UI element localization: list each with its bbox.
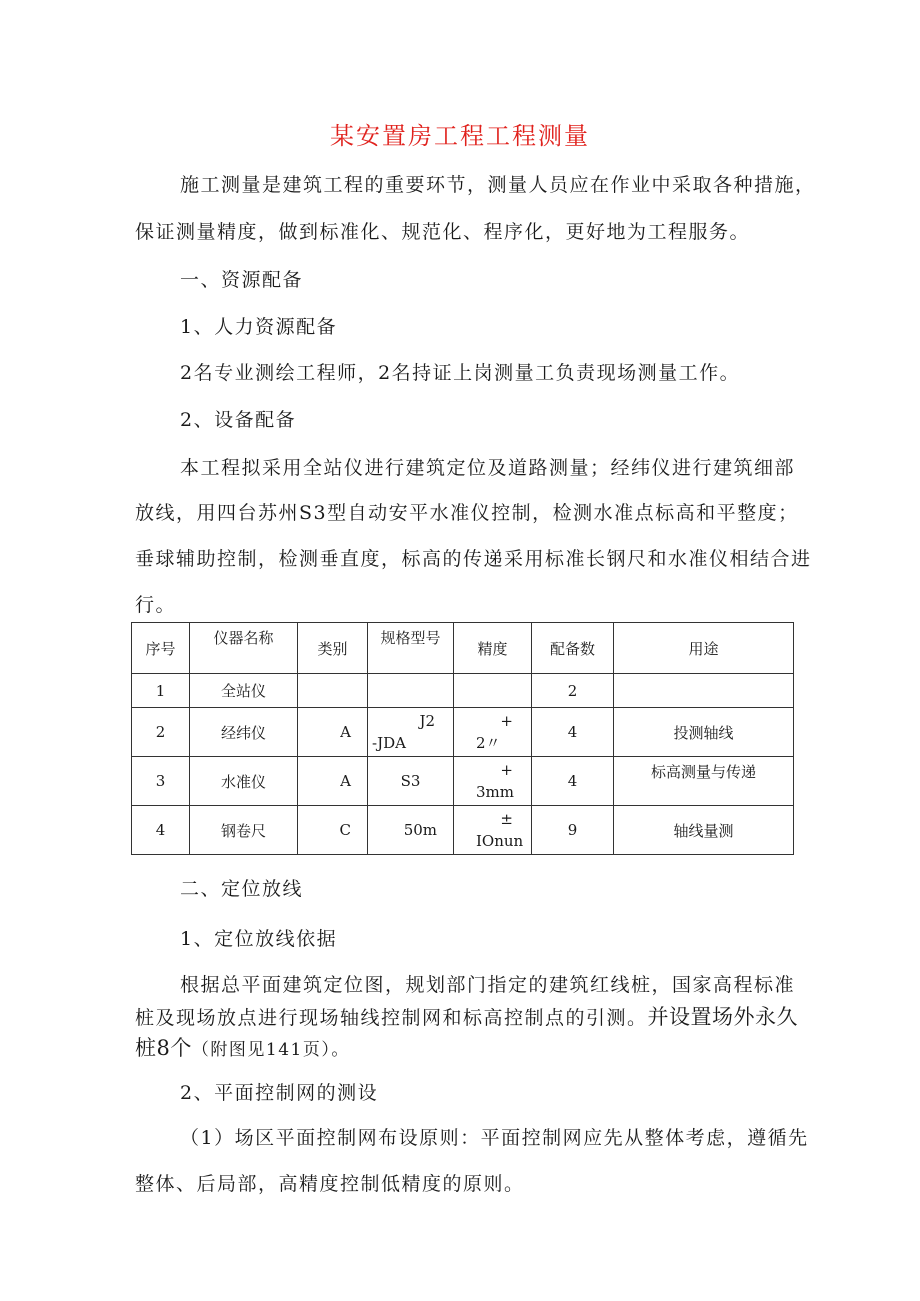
basis-line-1: 根据总平面建筑定位图，规划部门指定的建筑红线桩，国家高程标准 [180,974,796,996]
cell-use [614,674,794,708]
spec-line-a: 50m [403,821,437,839]
cell-name: 水准仪 [190,757,298,806]
cell-no: 2 [132,708,190,757]
cell-no: 3 [132,757,190,806]
cell-class: A [298,757,368,806]
basis-line-3 [135,1032,350,1062]
precision-line-b: 2〃 [476,734,501,752]
section-1-1-heading: 1、人力资源配备 [180,316,338,338]
cell-name: 全站仪 [190,674,298,708]
cell-use: 投测轴线 [614,708,794,757]
instrument-table [131,622,794,855]
equipment-paragraph-line-3: 垂球辅助控制，检测垂直度，标高的传递采用标准长钢尺和水准仪相结合进 [135,548,812,570]
header-cell: 仪器名称 [190,623,298,674]
equipment-paragraph-line-2: 放线，用四台苏州S3型自动安平水准仪控制，检测水准点标高和平整度； [135,502,799,524]
table-header-row [132,623,794,674]
spec-line-a: S3 [400,772,421,790]
cell-no: 1 [132,674,190,708]
precision-line-a: + [500,761,513,779]
document-title: 某安置房工程工程测量 [330,122,590,150]
basis-line-2 [135,1001,798,1031]
precision-line-b: 3mm [476,783,514,801]
section-2-1-heading: 1、定位放线依据 [180,928,338,950]
spec-line-a: J2 [419,712,435,730]
cell-qty: 9 [532,806,614,855]
header-cell: 用途 [614,623,794,674]
section-2-heading: 二、定位放线 [180,878,304,900]
precision-line-b: IOnun [476,832,524,850]
cell-qty: 4 [532,708,614,757]
section-2-2-heading: 2、平面控制网的测设 [180,1082,379,1104]
equipment-paragraph-line-4: 行。 [135,594,177,616]
cell-class: C [298,806,368,855]
table-row [132,757,794,806]
header-cell: 序号 [132,623,190,674]
table-row [132,674,794,708]
cell-class: A [298,708,368,757]
basis-line-3a: 桩8个 [135,1036,192,1060]
basis-line-3b: （附图见141页）。 [191,1040,350,1060]
equipment-paragraph-line-1: 本工程拟采用全站仪进行建筑定位及道路测量；经纬仪进行建筑细部 [180,457,796,479]
cell-name: 钢卷尺 [190,806,298,855]
intro-line-2: 保证测量精度，做到标准化、规范化、程序化，更好地为工程服务。 [135,221,751,243]
table-row [132,806,794,855]
cell-use: 轴线量测 [614,806,794,855]
control-network-line-2: 整体、后局部，高精度控制低精度的原则。 [135,1173,525,1195]
cell-precision [454,674,532,708]
cell-no: 4 [132,806,190,855]
cell-spec [368,806,454,855]
cell-class [298,674,368,708]
header-cell: 规格型号 [368,623,454,674]
section-1-1-text: 2名专业测绘工程师，2名持证上岗测量工负责现场测量工作。 [180,362,741,384]
cell-spec [368,708,454,757]
cell-spec [368,757,454,806]
precision-line-a: + [500,712,513,730]
cell-qty: 2 [532,674,614,708]
cell-precision [454,806,532,855]
table-row [132,708,794,757]
header-cell: 类别 [298,623,368,674]
header-cell: 配备数 [532,623,614,674]
cell-precision [454,757,532,806]
basis-line-2a: 桩及现场放点进行现场轴线控制网和标高控制点的引测。 [135,1007,648,1029]
cell-qty: 4 [532,757,614,806]
header-cell: 精度 [454,623,532,674]
cell-name: 经纬仪 [190,708,298,757]
control-network-line-1: （1）场区平面控制网布设原则：平面控制网应先从整体考虑，遵循先 [180,1127,809,1149]
cell-precision [454,708,532,757]
basis-line-2b: 并设置场外永久 [647,1005,799,1029]
spec-line-b: -JDA [372,734,406,752]
intro-line-1: 施工测量是建筑工程的重要环节，测量人员应在作业中采取各种措施， [180,174,816,196]
cell-use: 标高测量与传递 [614,757,794,806]
cell-spec [368,674,454,708]
precision-line-a: ± [500,810,513,828]
section-1-2-heading: 2、设备配备 [180,409,297,431]
section-1-heading: 一、资源配备 [180,269,304,291]
